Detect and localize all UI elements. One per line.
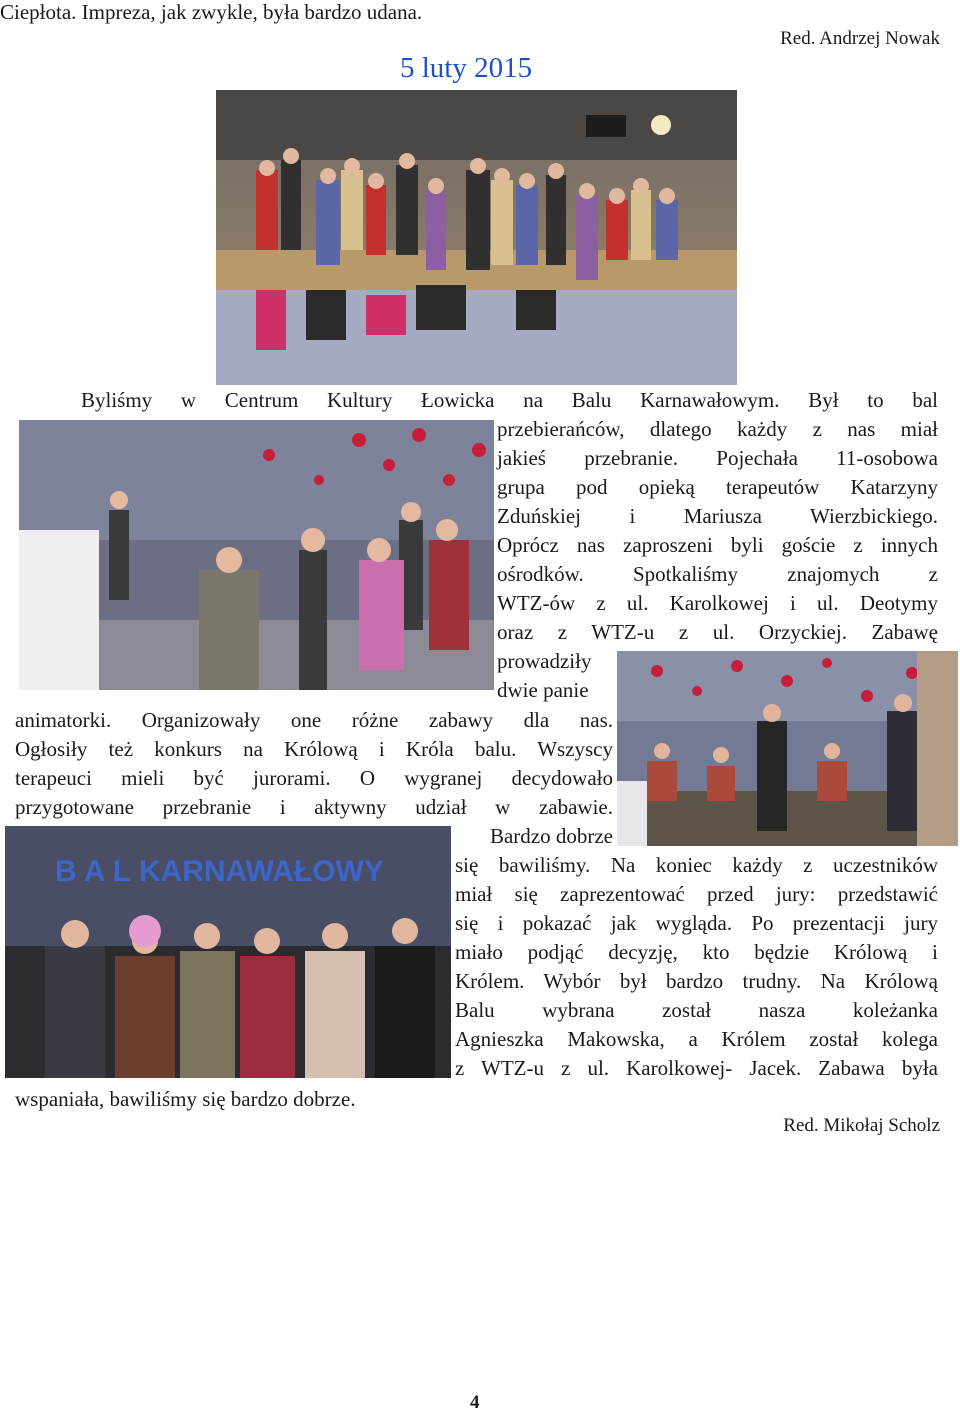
article-line: przebierańców, dlatego każdy z nas miał (497, 417, 938, 441)
article-line: WTZ-ów z ul. Karolkowej i ul. Deotymy (497, 591, 938, 615)
article-line: się bawiliśmy. Na koniec każdy z uczestników (455, 853, 938, 877)
article-line: się i pokazać jak wygląda. Po prezentacji jury (455, 911, 938, 935)
seated-guests-photo-image (617, 651, 958, 846)
article-line: Królem. Wybór był bardzo trudny. Na Królową (455, 969, 938, 993)
article-line: terapeuci mieli być jurorami. O wygranej decydowało (15, 766, 613, 790)
page-number: 4 (470, 1392, 480, 1413)
article-line: Balu wybrana został nasza koleżanka (455, 998, 938, 1022)
dance-circle-photo-image (19, 420, 494, 690)
article-line: Agnieszka Makowska, a Królem został kolega (455, 1027, 938, 1051)
banner-text: B A L KARNAWAŁOWY (55, 855, 384, 888)
article-line: Bardzo dobrze (489, 824, 613, 848)
contest-participants-photo-image (5, 826, 451, 1078)
top-line: Ciepłota. Impreza, jak zwykle, była bardzo udana. (0, 0, 423, 24)
dance-circle-photo (19, 420, 494, 690)
article-line: Oprócz nas zaproszeni byli goście z innych (497, 533, 938, 557)
group-photo-image (216, 90, 737, 385)
article-line: Ogłosiły też konkurs na Królową i Króla balu. Wszyscy (15, 737, 613, 761)
group-photo (216, 90, 737, 385)
article-line: Zduńskiej i Mariusza Wierzbickiego. (497, 504, 938, 528)
article-line: grupa pod opieką terapeutów Katarzyny (497, 475, 938, 499)
article-line: wspaniała, bawiliśmy się bardzo dobrze. (15, 1087, 356, 1111)
seated-guests-photo (617, 651, 958, 846)
article-line: animatorki. Organizowały one różne zabawy dla nas. (15, 708, 613, 732)
article-line: oraz z WTZ-u z ul. Orzyckiej. Zabawę (497, 620, 938, 644)
article-line: dwie panie (497, 678, 589, 702)
signature-andrzej-nowak: Red. Andrzej Nowak (780, 28, 940, 49)
signature-mikolaj-scholz: Red. Mikołaj Scholz (783, 1115, 940, 1136)
article-line: z WTZ-u z ul. Karolkowej- Jacek. Zabawa była (455, 1056, 938, 1080)
article-line: Byliśmy w Centrum Kultury Łowicka na Balu Karnawałowym. Był to bal (81, 388, 938, 412)
article-line: miało podjąć decyzję, kto będzie Królową i (455, 940, 938, 964)
article-line: miał się zaprezentować przed jury: przedstawić (455, 882, 938, 906)
article-line: prowadziły (497, 649, 592, 673)
article-line: jakieś przebranie. Pojechała 11-osobowa (497, 446, 938, 470)
article-line: ośrodków. Spotkaliśmy znajomych z (497, 562, 938, 586)
article-title: 5 luty 2015 (400, 52, 533, 84)
article-line: przygotowane przebranie i aktywny udział w zabawie. (15, 795, 613, 819)
contest-participants-photo (5, 826, 451, 1078)
